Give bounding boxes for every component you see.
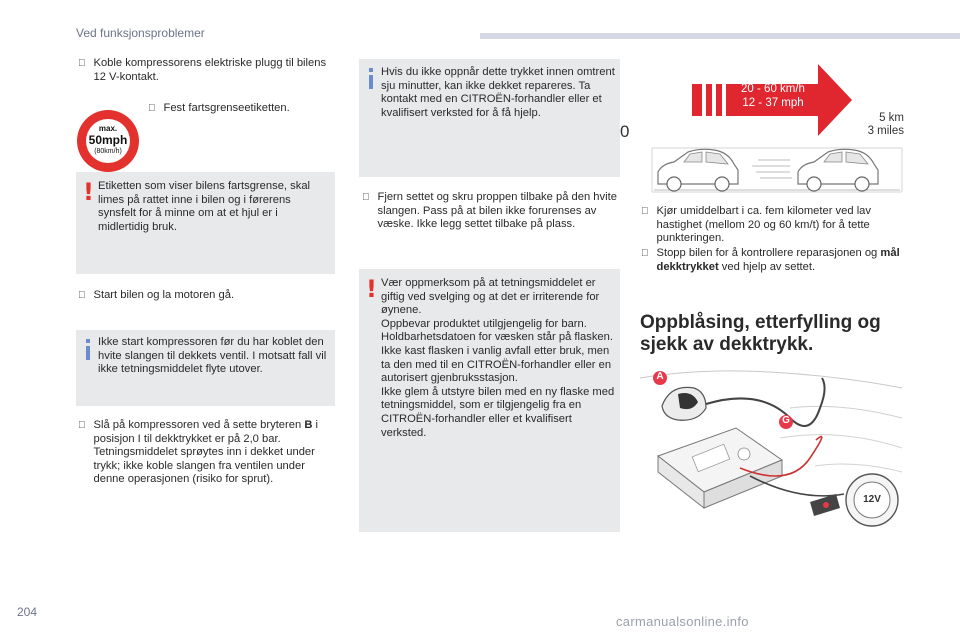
page-number: 204 <box>17 605 38 619</box>
info-box-pressure <box>359 59 620 177</box>
diagram-dist-km: 5 km <box>879 112 904 124</box>
step-remove-kit-text: Fjern settet og skru proppen tilbake på den hvite slangen. Pass på at bilen ikke forurenses av væske. Ikke legg settet tilbake på plass. <box>370 191 610 231</box>
checkbox-icon <box>78 57 86 84</box>
section-title: Oppblåsing, etterfylling og sjekk av dekktrykk. <box>640 312 881 355</box>
warning-box-sealant-text: Vær oppmerksom på at tetningsmiddelet er giftig ved svelging og at det er irriterende for øynene. Oppbevar produktet utilgjengelig for barn. Holdbarhetsdatoen for væsken står på flasken. Ikke kast flasken i vanlig avfall etter bruk, men ta den med til en CITROËN-forhandler eller en autorisert gjenbruksstasjon. Ikke glem å utstyre bilen med en ny flaske med tetningsmiddel, som er tilgjengelig fra en CITROËN-forhandler eller et kvalifisert verksted. <box>381 277 615 439</box>
watermark: carmanualsonline.info <box>616 614 749 629</box>
step-fix-label-text: Fest fartsgrenseetiketten. <box>156 102 283 114</box>
step-fix-label <box>148 102 333 116</box>
step-start-engine <box>78 289 333 303</box>
diagram-dist-miles: 3 miles <box>867 125 904 137</box>
checkbox-icon <box>362 191 370 232</box>
diagram-start: 0 <box>620 122 630 141</box>
header-bar <box>480 33 960 39</box>
step-start-engine-text: Start bilen og la motoren gå. <box>86 289 227 301</box>
info-icon-bar <box>369 75 373 89</box>
header-title: Ved funksjonsproblemer <box>76 26 205 40</box>
info-icon-dot <box>86 339 90 343</box>
step-connect-plug-text: Koble kompressorens elektriske plugg til bilens 12 V-kontakt. <box>86 57 319 83</box>
info-box-compressor <box>76 330 335 406</box>
sign-speed: 50mph <box>88 133 128 147</box>
warning-box-sealant <box>359 269 620 532</box>
warning-box-label <box>76 172 335 274</box>
step-remove-kit <box>362 191 617 232</box>
socket-12v-label: 12V <box>863 494 881 505</box>
checkbox-icon <box>78 419 86 487</box>
warning-box-label-text: Etiketten som viser bilens fartsgrense, skal limes på rattet inne i bilen og i førerens synsfelt for å minne om at et hjul er i midlertidig bruk. <box>98 180 311 233</box>
step-switch-on-text: Slå på kompressoren ved å sette bryteren B i posisjon I til dekktrykket er på 2,0 bar. Tetningsmiddelet sprøytes inn i dekket under trykk; ikke koble slangen fra ventilen under denne operasjonen (risiko for sprut). <box>86 419 332 486</box>
speed-limit-sign <box>75 108 141 174</box>
info-box-compressor-text: Ikke start kompressoren før du har koblet den hvite slangen til dekkets ventil. I motsatt fall vil ikke tetningsmiddelet flyte utover. <box>98 336 327 376</box>
sign-kmh: (80km/h) <box>94 148 122 155</box>
checkbox-icon <box>78 289 86 303</box>
warning-icon: ! <box>83 178 94 206</box>
checkbox-icon <box>641 205 649 246</box>
sign-max: max. <box>98 124 118 133</box>
speed-diagram <box>620 60 910 200</box>
label-g-badge: G <box>782 415 790 426</box>
step-switch-on <box>78 419 336 487</box>
diagram-speed-mph: 12 - 37 mph <box>742 97 804 109</box>
label-a-badge: A <box>656 371 664 382</box>
info-icon-dot <box>369 68 373 72</box>
step-drive-text: Kjør umiddelbart i ca. fem kilometer ved lav hastighet (mellom 20 og 60 km/t) for å tette punkteringen. <box>649 205 864 245</box>
kit-illustration-graphic <box>640 368 904 534</box>
diagram-speed-kmh: 20 - 60 km/h <box>741 83 805 95</box>
info-icon-bar <box>86 346 90 360</box>
info-box-pressure-text: Hvis du ikke oppnår dette trykket innen omtrent sju minutter, kan ikke dekket repareres. Ta kontakt med en CITROËN-forhandler eller et kvalifisert verksted for å få hjelp. <box>381 66 615 119</box>
checkbox-icon <box>148 102 156 116</box>
warning-icon: ! <box>366 275 377 303</box>
checkbox-icon <box>641 247 649 274</box>
step-connect-plug <box>78 57 333 84</box>
step-drive <box>641 205 906 246</box>
step-check-pressure <box>641 247 906 274</box>
step-check-pressure-text: Stopp bilen for å kontrollere reparasjonen og mål dekktrykket ved hjelp av settet. <box>649 247 893 273</box>
kit-illustration <box>640 368 904 534</box>
